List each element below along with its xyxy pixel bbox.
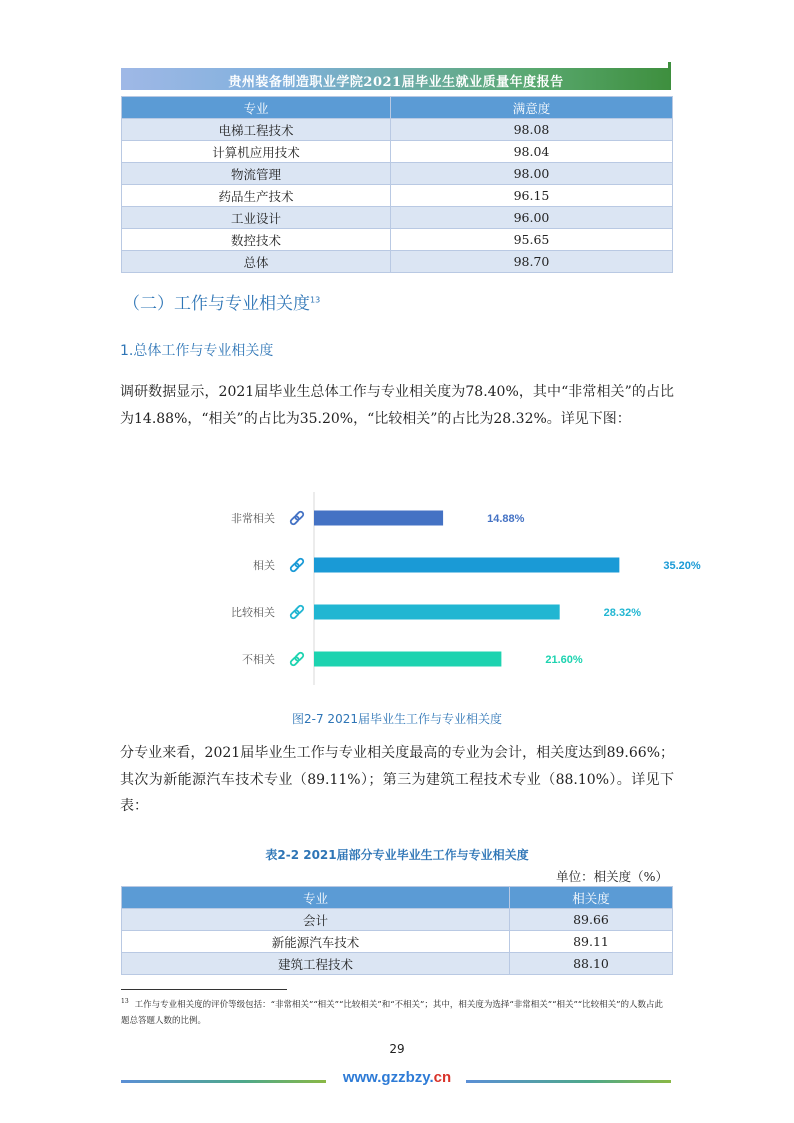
table-cell-major: 会计 <box>122 909 510 931</box>
table-cell-value: 95.65 <box>391 229 673 251</box>
footnote-text: 工作与专业相关度的评价等级包括：“非常相关”“相关”“比较相关”和“不相关”；其中，相关度为选择“非常相关”“相关”“比较相关”的人数占此题总答题人数的比例。 <box>121 999 663 1026</box>
section-heading <box>123 289 320 314</box>
table-row <box>122 119 673 141</box>
chart-bar <box>314 605 560 620</box>
chart-value-label: 35.20% <box>663 560 701 572</box>
table-row <box>122 163 673 185</box>
table-row <box>122 141 673 163</box>
table-cell-major: 物流管理 <box>122 163 391 185</box>
report-header-banner <box>121 68 671 90</box>
chart-category-label: 相关 <box>253 559 275 572</box>
table-cell-major: 新能源汽车技术 <box>122 931 510 953</box>
chart-bar <box>314 558 619 573</box>
chart-bar <box>314 511 443 526</box>
report-title: 贵州装备制造职业学院2021届毕业生就业质量年度报告 <box>228 75 564 90</box>
relevance-table <box>121 886 673 975</box>
table-cell-major: 数控技术 <box>122 229 391 251</box>
table-cell-value: 89.11 <box>510 931 673 953</box>
table-cell-major: 总体 <box>122 251 391 273</box>
table-cell-major: 电梯工程技术 <box>122 119 391 141</box>
table-cell-value: 96.00 <box>391 207 673 229</box>
chart-value-label: 21.60% <box>545 654 583 666</box>
link-icon <box>290 558 305 573</box>
footer-url-main: www.gzzbzy. <box>342 1069 434 1086</box>
chart-category-label: 比较相关 <box>231 606 275 619</box>
chart-value-label: 28.32% <box>603 607 641 619</box>
column-header-relevance: 相关度 <box>510 887 673 909</box>
table-cell-major: 计算机应用技术 <box>122 141 391 163</box>
link-icon <box>290 652 305 667</box>
table-row <box>122 931 673 953</box>
table-cell-value: 98.00 <box>391 163 673 185</box>
table-cell-value: 98.70 <box>391 251 673 273</box>
table-cell-value: 89.66 <box>510 909 673 931</box>
table-cell-major: 工业设计 <box>122 207 391 229</box>
column-header-major: 专业 <box>122 97 391 119</box>
chart-value-label: 14.88% <box>487 513 525 525</box>
footnote <box>121 994 671 1029</box>
table-header-row <box>122 97 673 119</box>
figure-caption: 图2-7 2021届毕业生工作与专业相关度 <box>292 712 502 726</box>
relevance-bar-chart <box>200 490 701 690</box>
table-row <box>122 207 673 229</box>
footnote-reference[interactable]: 13 <box>310 295 321 305</box>
table-cell-major: 建筑工程技术 <box>122 953 510 975</box>
satisfaction-table <box>121 96 673 273</box>
page-number: 29 <box>389 1042 405 1056</box>
table-row <box>122 185 673 207</box>
table-header-row <box>122 887 673 909</box>
subsection-heading: 1.总体工作与专业相关度 <box>120 343 274 359</box>
table-row <box>122 909 673 931</box>
link-icon <box>290 605 305 620</box>
footnote-divider <box>121 989 287 990</box>
column-header-major: 专业 <box>122 887 510 909</box>
footer-url-tld: cn <box>433 1069 452 1086</box>
table-cell-major: 药品生产技术 <box>122 185 391 207</box>
body-paragraph: 调研数据显示，2021届毕业生总体工作与专业相关度为78.40%，其中“非常相关”的占比为14.88%，“相关”的占比为35.20%，“比较相关”的占比为28.32%。详见下图： <box>120 384 674 427</box>
link-icon <box>290 511 305 526</box>
table-caption: 表2-2 2021届部分专业毕业生工作与专业相关度 <box>265 848 529 862</box>
table-cell-value: 98.04 <box>391 141 673 163</box>
footer-line-right <box>466 1080 671 1083</box>
table-cell-value: 96.15 <box>391 185 673 207</box>
section-heading-text: （二）工作与专业相关度 <box>123 294 310 314</box>
footer-line-left <box>121 1080 326 1083</box>
table-unit-label: 单位：相关度（%） <box>556 869 668 884</box>
table-cell-value: 88.10 <box>510 953 673 975</box>
table-cell-value: 98.08 <box>391 119 673 141</box>
chart-marks <box>231 511 701 667</box>
table-row <box>122 953 673 975</box>
footnote-number: 13 <box>121 998 129 1005</box>
chart-category-label: 非常相关 <box>231 512 275 525</box>
table-row <box>122 251 673 273</box>
body-paragraph: 分专业来看，2021届毕业生工作与专业相关度最高的专业为会计，相关度达到89.66%；其次为新能源汽车技术专业（89.11%）；第三为建筑工程技术专业（88.10%）。详见下表： <box>120 745 674 814</box>
footer-website-link[interactable] <box>330 1069 464 1086</box>
chart-category-label: 不相关 <box>242 653 275 666</box>
table-row <box>122 229 673 251</box>
column-header-satisfaction: 满意度 <box>391 97 673 119</box>
chart-bar <box>314 652 501 667</box>
